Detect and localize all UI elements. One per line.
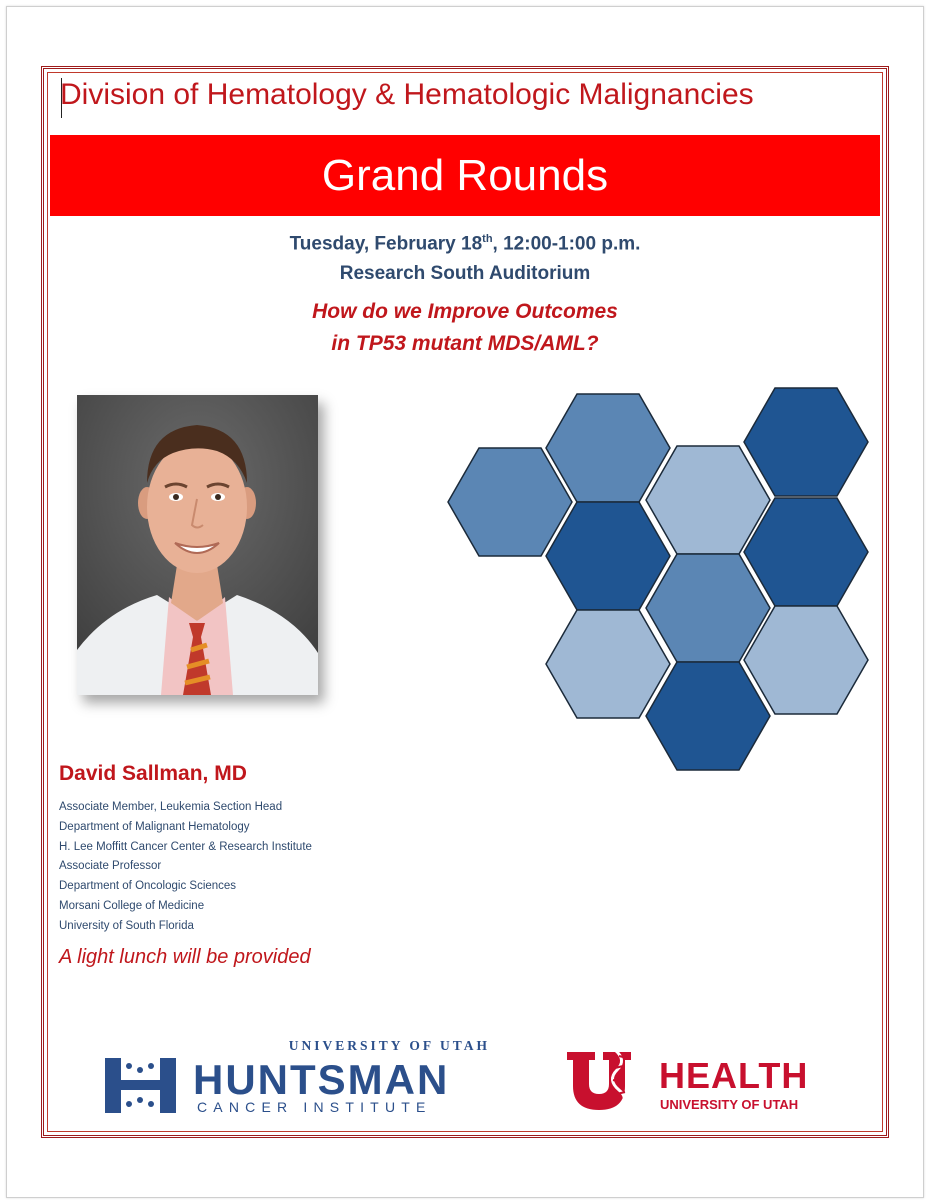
- credential-line: University of South Florida: [59, 919, 194, 932]
- university-of-utah-health-logo: [565, 1046, 835, 1116]
- svg-text:UNIVERSITY OF UTAH: UNIVERSITY OF UTAH: [660, 1097, 799, 1112]
- hci-mark-icon: [105, 1058, 176, 1113]
- event-date-time: Tuesday, February 18th, 12:00-1:00 p.m.: [289, 233, 641, 255]
- credential-line: Department of Oncologic Sciences: [59, 880, 237, 893]
- block-u-icon: [567, 1050, 631, 1110]
- hexagon-shape: [744, 388, 868, 496]
- credential-line: H. Lee Moffitt Cancer Center & Research Institute: [59, 840, 312, 853]
- svg-text:UNIVERSITY OF UTAH: UNIVERSITY OF UTAH: [288, 1038, 490, 1053]
- svg-text:HEALTH: HEALTH: [659, 1055, 809, 1096]
- hexagon-graphic: [440, 380, 880, 780]
- event-details: [50, 224, 880, 289]
- credential-line: Morsani College of Medicine: [59, 899, 205, 912]
- hexagon-shape: [546, 394, 670, 502]
- hexagon-shape: [646, 662, 770, 770]
- hexagon-shape: [448, 448, 572, 556]
- speaker-credentials: [59, 798, 479, 937]
- talk-title: [50, 296, 880, 360]
- banner-title: Grand Rounds: [321, 150, 609, 200]
- svg-text:HUNTSMAN: HUNTSMAN: [193, 1056, 450, 1103]
- svg-text:CANCER INSTITUTE: CANCER INSTITUTE: [197, 1099, 432, 1115]
- credential-line: Associate Professor: [59, 860, 162, 873]
- hexagon-shape: [546, 610, 670, 718]
- credential-line: Department of Malignant Hematology: [59, 820, 250, 833]
- event-location: Research South Auditorium: [339, 263, 591, 285]
- division-title: Division of Hematology & Hematologic Malignancies: [60, 78, 754, 111]
- speaker-name: David Sallman, MD: [59, 762, 247, 785]
- talk-title-line-1: How do we Improve Outcomes: [312, 300, 618, 323]
- huntsman-cancer-institute-logo: [105, 1036, 495, 1116]
- lunch-note: A light lunch will be provided: [59, 946, 311, 968]
- credential-line: Associate Member, Leukemia Section Head: [59, 801, 283, 813]
- hexagon-shape: [546, 502, 670, 610]
- talk-title-line-2: in TP53 mutant MDS/AML?: [331, 332, 599, 355]
- speaker-photo: [77, 395, 318, 695]
- grand-rounds-banner: [50, 135, 880, 216]
